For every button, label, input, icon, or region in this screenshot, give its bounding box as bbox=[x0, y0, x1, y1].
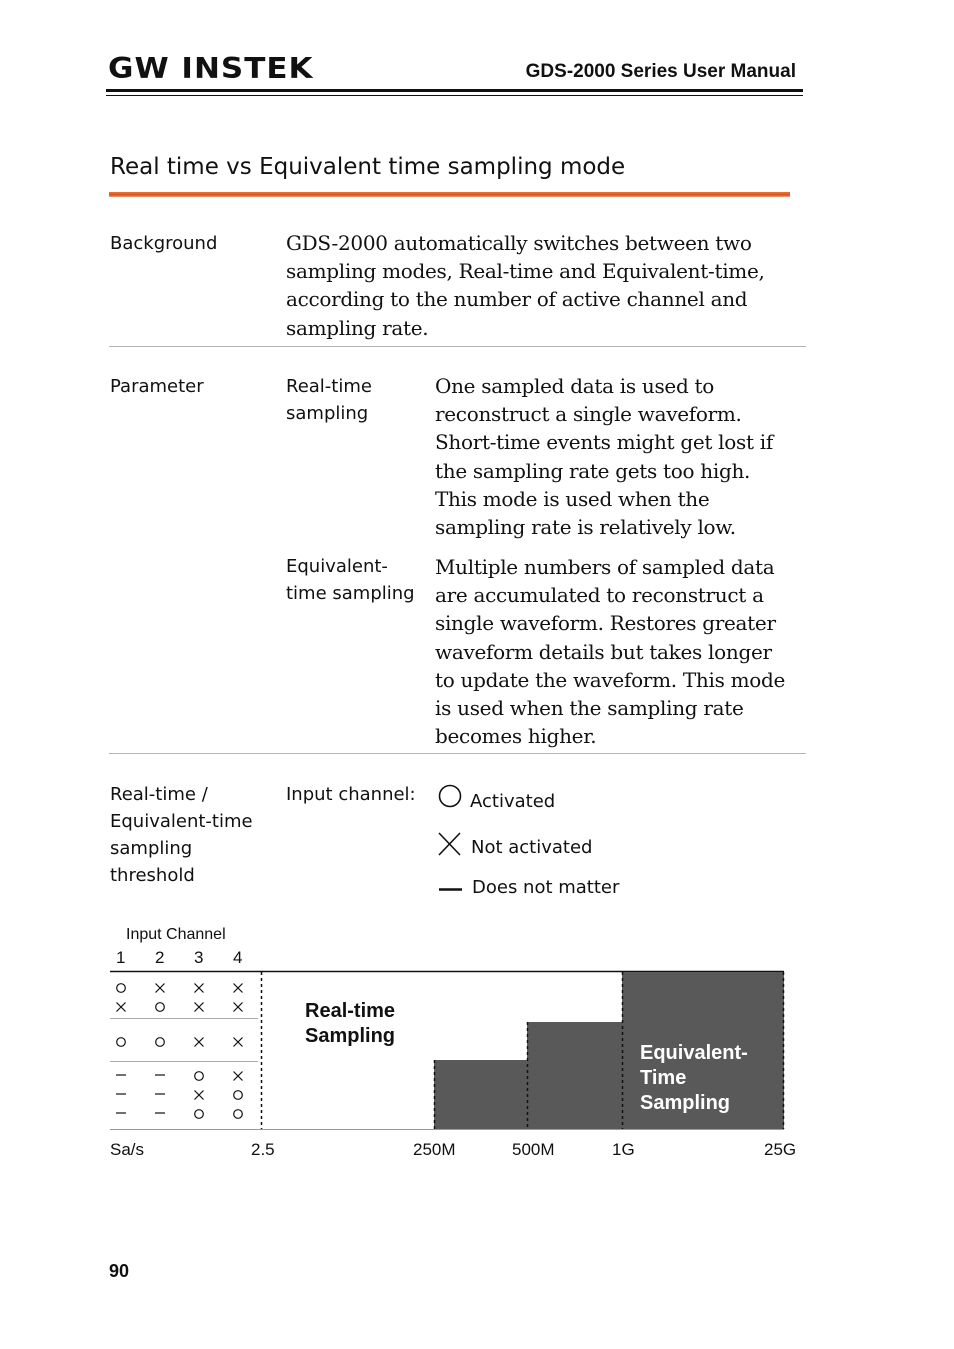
term-line: Equivalent- bbox=[286, 556, 388, 577]
sampling-threshold-diagram bbox=[0, 915, 954, 1165]
not-activated-cross-icon bbox=[234, 984, 243, 993]
not-activated-cross-icon bbox=[195, 984, 204, 993]
equivalent-sampling-term bbox=[286, 553, 415, 607]
header-rule-thick bbox=[106, 89, 803, 92]
background-line: sampling rate. bbox=[286, 315, 429, 340]
input-channel-label: Input channel: bbox=[286, 784, 416, 805]
channel-number: 1 bbox=[116, 948, 126, 967]
term-line: Real-time bbox=[286, 376, 372, 397]
axis-tick-label: 25G bbox=[764, 1140, 797, 1159]
not-activated-cross-icon bbox=[195, 1091, 204, 1100]
threshold-label bbox=[110, 781, 253, 889]
description-line: One sampled data is used to bbox=[435, 374, 714, 398]
circle-icon bbox=[440, 786, 461, 807]
description-line: to update the waveform. This mode bbox=[435, 667, 786, 692]
cross-icon bbox=[439, 833, 460, 855]
not-activated-cross-icon bbox=[117, 1003, 126, 1012]
realtime-sampling-description bbox=[435, 372, 773, 541]
realtime-sampling-term bbox=[286, 373, 372, 427]
realtime-region-label: Real-time bbox=[305, 1000, 396, 1022]
section-title-underline bbox=[109, 192, 790, 197]
not-activated-cross-icon bbox=[156, 984, 165, 993]
not-activated-cross-icon bbox=[195, 1038, 204, 1047]
legend-activated: Activated bbox=[470, 791, 556, 812]
channel-number: 3 bbox=[194, 948, 204, 967]
activated-circle-icon bbox=[156, 1038, 165, 1047]
description-line: sampling rate is relatively low. bbox=[435, 515, 736, 540]
header-rule-thin bbox=[106, 95, 803, 96]
activated-circle-icon bbox=[234, 1091, 243, 1100]
divider bbox=[109, 753, 806, 754]
manual-title: GDS-2000 Series User Manual bbox=[525, 61, 796, 82]
activated-circle-icon bbox=[195, 1110, 204, 1119]
diagram-svg bbox=[0, 915, 954, 1165]
channel-table bbox=[116, 984, 243, 1119]
activated-circle-icon bbox=[156, 1003, 165, 1012]
description-line: reconstruct a single waveform. bbox=[435, 402, 742, 427]
activated-circle-icon bbox=[117, 1038, 126, 1047]
equivalent-region-label: Equivalent- bbox=[640, 1042, 748, 1064]
label-line: Equivalent-time bbox=[110, 811, 253, 832]
background-line: GDS-2000 automatically switches between two bbox=[286, 231, 752, 255]
not-activated-cross-icon bbox=[234, 1038, 243, 1047]
not-activated-cross-icon bbox=[195, 1003, 204, 1012]
label-line: threshold bbox=[110, 865, 195, 886]
description-line: Short-time events might get lost if bbox=[435, 430, 773, 455]
activated-circle-icon bbox=[195, 1072, 204, 1081]
channel-number: 4 bbox=[233, 948, 243, 967]
axis-tick-label: 1G bbox=[612, 1140, 635, 1159]
channel-number: 2 bbox=[155, 948, 165, 967]
description-line: Multiple numbers of sampled data bbox=[435, 555, 775, 579]
axis-tick-label: 2.5 bbox=[251, 1140, 275, 1159]
legend-icons bbox=[436, 782, 466, 897]
equivalent-sampling-description bbox=[435, 553, 785, 750]
equivalent-region-label: Time bbox=[640, 1067, 687, 1089]
page-number: 90 bbox=[109, 1261, 130, 1281]
divider bbox=[109, 346, 806, 347]
description-line: the sampling rate gets too high. bbox=[435, 458, 751, 483]
not-activated-cross-icon bbox=[234, 1072, 243, 1081]
background-label: Background bbox=[110, 233, 218, 254]
input-channel-title: Input Channel bbox=[126, 926, 226, 943]
section-title: Real time vs Equivalent time sampling mode bbox=[110, 154, 626, 180]
gw-instek-logo: GW INSTEK bbox=[108, 52, 314, 86]
term-line: sampling bbox=[286, 403, 369, 424]
label-line: sampling bbox=[110, 838, 193, 859]
equivalent-region-label: Sampling bbox=[640, 1092, 731, 1114]
description-line: waveform details but takes longer bbox=[435, 639, 772, 664]
activated-circle-icon bbox=[234, 1110, 243, 1119]
term-line: time sampling bbox=[286, 583, 415, 604]
description-line: are accumulated to reconstruct a bbox=[435, 583, 764, 608]
description-line: single waveform. Restores greater bbox=[435, 611, 776, 636]
legend-does-not-matter: Does not matter bbox=[472, 877, 620, 898]
description-line: is used when the sampling rate bbox=[435, 696, 744, 721]
background-text bbox=[286, 229, 765, 342]
activated-circle-icon bbox=[117, 984, 126, 993]
parameter-label: Parameter bbox=[110, 376, 204, 397]
background-line: according to the number of active channel and bbox=[286, 287, 748, 312]
description-line: This mode is used when the bbox=[435, 486, 710, 511]
label-line: Real-time / bbox=[110, 784, 208, 805]
description-line: becomes higher. bbox=[435, 724, 597, 749]
legend-not-activated: Not activated bbox=[471, 837, 593, 858]
axis-tick-label: 250M bbox=[413, 1140, 456, 1159]
axis-tick-label: 500M bbox=[512, 1140, 555, 1159]
axis-unit-label: Sa/s bbox=[110, 1140, 145, 1159]
realtime-region-label: Sampling bbox=[305, 1025, 396, 1047]
not-activated-cross-icon bbox=[234, 1003, 243, 1012]
background-line: sampling modes, Real-time and Equivalent-time, bbox=[286, 259, 765, 284]
